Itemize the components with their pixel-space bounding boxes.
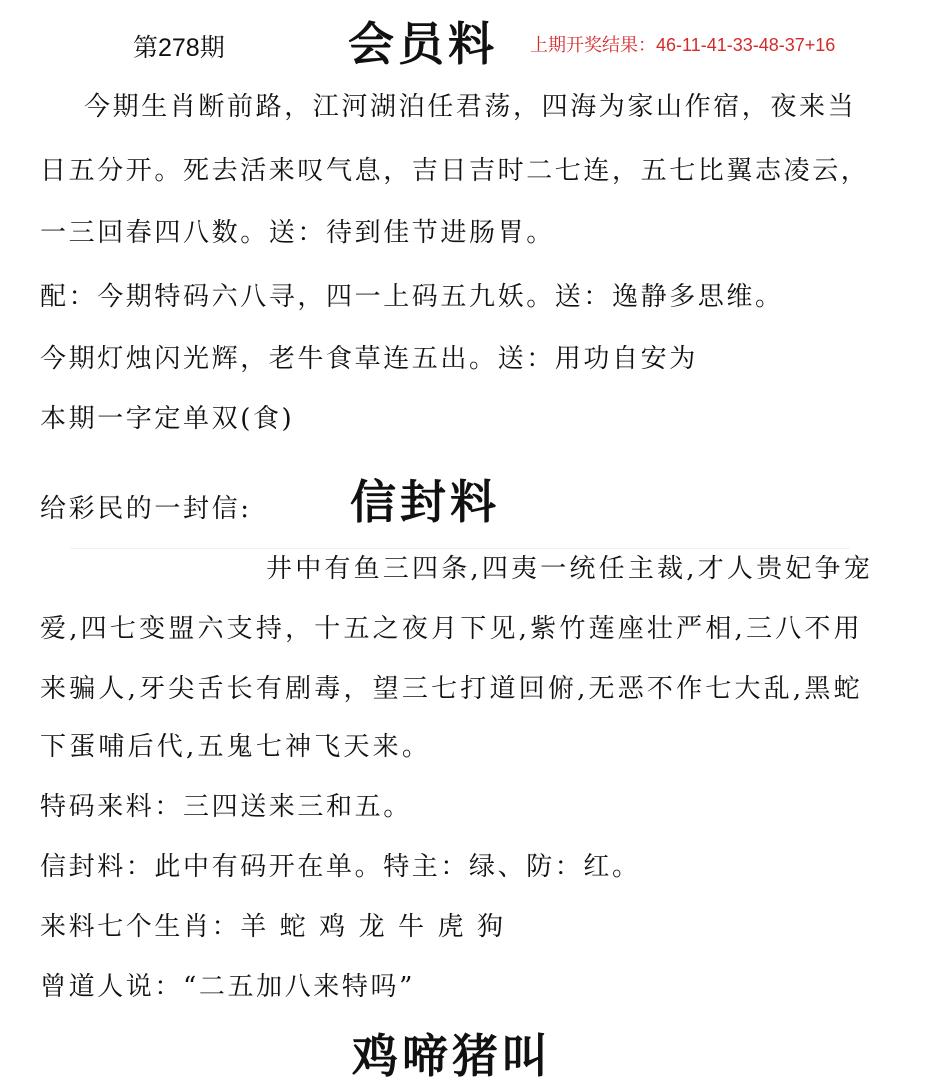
- last-draw-result: 上期开奖结果：46-11-41-33-48-37+16: [530, 35, 836, 55]
- special-code-line: 特码来料：三四送来三和五。: [40, 792, 412, 822]
- letter-line-3: 来骗人,牙尖舌长有剧毒，望三七打道回俯,无恶不作七大乱,黑蛇: [40, 674, 863, 704]
- zodiac-line: 来料七个生肖：羊 蛇 鸡 龙 牛 虎 狗: [40, 912, 506, 942]
- letter-line-1: 井中有鱼三四条,四夷一统任主裁,才人贵妃争宠: [266, 554, 873, 584]
- letter-line-4: 下蛋哺后代,五鬼七神飞天来。: [40, 732, 432, 762]
- pairing-line: 配：今期特码六八寻，四一上码五九妖。送：逸静多思维。: [40, 282, 784, 312]
- page-title: 会员料: [348, 17, 498, 71]
- quote-line: 曾道人说：“二五加八来特吗”: [40, 972, 415, 1002]
- envelope-line: 信封料：此中有码开在单。特主：绿、防：红。: [40, 852, 641, 882]
- lantern-line: 今期灯烛闪光辉，老牛食草连五出。送：用功自安为: [40, 344, 698, 374]
- issue-number: 第278期: [133, 34, 225, 62]
- letter-line-2: 爱,四七变盟六支持，十五之夜月下见,紫竹莲座壮严相,三八不用: [40, 614, 863, 644]
- letter-intro: 给彩民的一封信:: [40, 494, 252, 524]
- poem-line-2: 日五分开。死去活来叹气息，吉日吉时二七连，五七比翼志凌云，: [40, 156, 870, 186]
- odd-even-line: 本期一字定单双(食): [40, 404, 295, 434]
- rooster-pig-title: 鸡啼猪叫: [352, 1029, 552, 1083]
- poem-line-1: 今期生肖断前路，江河湖泊任君荡，四海为家山作宿，夜来当: [84, 92, 857, 122]
- poem-line-3: 一三回春四八数。送：待到佳节进肠胃。: [40, 218, 555, 248]
- letter-title: 信封料: [350, 475, 500, 529]
